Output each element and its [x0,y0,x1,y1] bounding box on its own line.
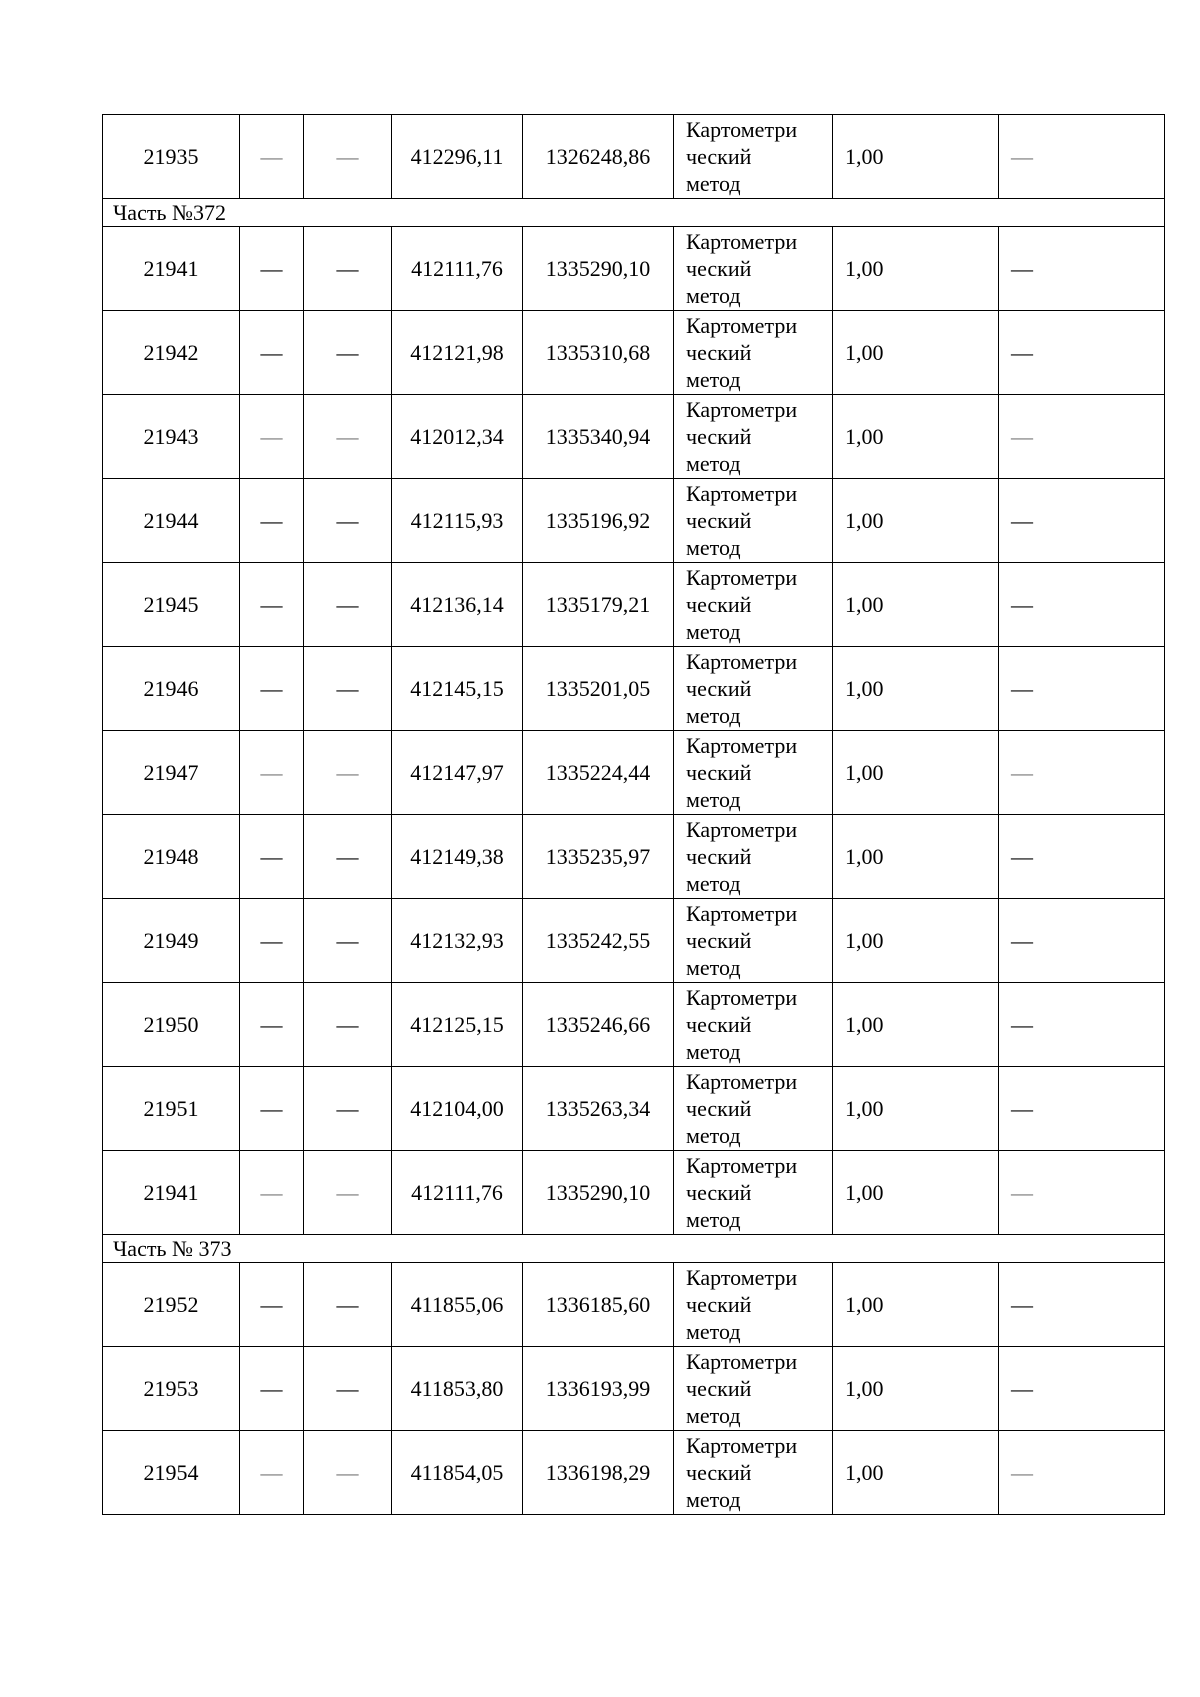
old-x-cell: — [240,1263,304,1347]
y-coordinate-cell: 1335201,05 [523,647,674,731]
old-x-cell: — [240,227,304,311]
accuracy-cell: 1,00 [833,815,999,899]
method-cell: Картометри ческий метод [674,115,833,199]
accuracy-cell: 1,00 [833,983,999,1067]
description-cell: — [999,1431,1165,1515]
old-y-cell: — [304,1151,392,1235]
y-coordinate-cell: 1336185,60 [523,1263,674,1347]
old-x-cell: — [240,815,304,899]
table-row [103,115,1165,199]
method-cell: Картометри ческий метод [674,563,833,647]
section-title: Часть № 373 [103,1235,1165,1263]
method-cell: Картометри ческий метод [674,815,833,899]
table-row [103,1347,1165,1431]
accuracy-cell: 1,00 [833,115,999,199]
old-x-cell: — [240,731,304,815]
old-y-cell: — [304,815,392,899]
table-row [103,311,1165,395]
table-row [103,983,1165,1067]
accuracy-cell: 1,00 [833,479,999,563]
old-y-cell: — [304,227,392,311]
x-coordinate-cell: 412149,38 [392,815,523,899]
method-cell: Картометри ческий метод [674,479,833,563]
old-x-cell: — [240,395,304,479]
x-coordinate-cell: 412104,00 [392,1067,523,1151]
description-cell: — [999,1151,1165,1235]
x-coordinate-cell: 411853,80 [392,1347,523,1431]
description-cell: — [999,395,1165,479]
y-coordinate-cell: 1335340,94 [523,395,674,479]
description-cell: — [999,647,1165,731]
y-coordinate-cell: 1336193,99 [523,1347,674,1431]
description-cell: — [999,479,1165,563]
table-body [103,115,1165,1515]
old-y-cell: — [304,1263,392,1347]
x-coordinate-cell: 412121,98 [392,311,523,395]
point-number-cell: 21949 [103,899,240,983]
x-coordinate-cell: 412115,93 [392,479,523,563]
old-y-cell: — [304,479,392,563]
accuracy-cell: 1,00 [833,1067,999,1151]
point-number-cell: 21952 [103,1263,240,1347]
method-cell: Картометри ческий метод [674,227,833,311]
method-cell: Картометри ческий метод [674,647,833,731]
description-cell: — [999,731,1165,815]
section-header-row [103,1235,1165,1263]
y-coordinate-cell: 1326248,86 [523,115,674,199]
x-coordinate-cell: 412136,14 [392,563,523,647]
old-y-cell: — [304,563,392,647]
old-x-cell: — [240,563,304,647]
old-x-cell: — [240,1347,304,1431]
old-x-cell: — [240,1151,304,1235]
method-cell: Картометри ческий метод [674,1347,833,1431]
old-y-cell: — [304,115,392,199]
accuracy-cell: 1,00 [833,647,999,731]
description-cell: — [999,227,1165,311]
accuracy-cell: 1,00 [833,311,999,395]
table-row [103,731,1165,815]
point-number-cell: 21946 [103,647,240,731]
point-number-cell: 21941 [103,227,240,311]
point-number-cell: 21950 [103,983,240,1067]
point-number-cell: 21951 [103,1067,240,1151]
description-cell: — [999,1263,1165,1347]
x-coordinate-cell: 412012,34 [392,395,523,479]
x-coordinate-cell: 412125,15 [392,983,523,1067]
old-y-cell: — [304,1347,392,1431]
y-coordinate-cell: 1335196,92 [523,479,674,563]
accuracy-cell: 1,00 [833,899,999,983]
description-cell: — [999,1067,1165,1151]
table-row [103,563,1165,647]
y-coordinate-cell: 1335290,10 [523,227,674,311]
method-cell: Картометри ческий метод [674,395,833,479]
old-y-cell: — [304,983,392,1067]
description-cell: — [999,1347,1165,1431]
table-row [103,1263,1165,1347]
old-y-cell: — [304,395,392,479]
old-y-cell: — [304,1067,392,1151]
old-y-cell: — [304,899,392,983]
method-cell: Картометри ческий метод [674,983,833,1067]
old-x-cell: — [240,115,304,199]
table-row [103,899,1165,983]
y-coordinate-cell: 1335242,55 [523,899,674,983]
y-coordinate-cell: 1335263,34 [523,1067,674,1151]
x-coordinate-cell: 412132,93 [392,899,523,983]
section-header-row [103,199,1165,227]
x-coordinate-cell: 412111,76 [392,227,523,311]
coordinates-table [102,114,1165,1515]
y-coordinate-cell: 1335310,68 [523,311,674,395]
accuracy-cell: 1,00 [833,1263,999,1347]
table-row [103,1431,1165,1515]
point-number-cell: 21947 [103,731,240,815]
table-row [103,815,1165,899]
old-x-cell: — [240,899,304,983]
old-x-cell: — [240,983,304,1067]
x-coordinate-cell: 412145,15 [392,647,523,731]
accuracy-cell: 1,00 [833,395,999,479]
description-cell: — [999,563,1165,647]
table-row [103,1067,1165,1151]
point-number-cell: 21935 [103,115,240,199]
table-row [103,479,1165,563]
accuracy-cell: 1,00 [833,1347,999,1431]
method-cell: Картометри ческий метод [674,1151,833,1235]
accuracy-cell: 1,00 [833,563,999,647]
description-cell: — [999,983,1165,1067]
x-coordinate-cell: 411855,06 [392,1263,523,1347]
old-x-cell: — [240,311,304,395]
point-number-cell: 21954 [103,1431,240,1515]
table-row [103,647,1165,731]
old-x-cell: — [240,1431,304,1515]
description-cell: — [999,815,1165,899]
method-cell: Картометри ческий метод [674,731,833,815]
y-coordinate-cell: 1335235,97 [523,815,674,899]
x-coordinate-cell: 412296,11 [392,115,523,199]
old-x-cell: — [240,479,304,563]
section-title: Часть №372 [103,199,1165,227]
point-number-cell: 21948 [103,815,240,899]
x-coordinate-cell: 412111,76 [392,1151,523,1235]
table-row [103,395,1165,479]
accuracy-cell: 1,00 [833,1431,999,1515]
description-cell: — [999,115,1165,199]
point-number-cell: 21942 [103,311,240,395]
y-coordinate-cell: 1336198,29 [523,1431,674,1515]
accuracy-cell: 1,00 [833,1151,999,1235]
accuracy-cell: 1,00 [833,731,999,815]
method-cell: Картометри ческий метод [674,899,833,983]
point-number-cell: 21944 [103,479,240,563]
old-x-cell: — [240,1067,304,1151]
point-number-cell: 21953 [103,1347,240,1431]
table-row [103,1151,1165,1235]
method-cell: Картометри ческий метод [674,1067,833,1151]
old-y-cell: — [304,311,392,395]
y-coordinate-cell: 1335179,21 [523,563,674,647]
point-number-cell: 21945 [103,563,240,647]
y-coordinate-cell: 1335246,66 [523,983,674,1067]
old-x-cell: — [240,647,304,731]
accuracy-cell: 1,00 [833,227,999,311]
point-number-cell: 21941 [103,1151,240,1235]
old-y-cell: — [304,731,392,815]
table-row [103,227,1165,311]
method-cell: Картометри ческий метод [674,1263,833,1347]
method-cell: Картометри ческий метод [674,1431,833,1515]
old-y-cell: — [304,647,392,731]
method-cell: Картометри ческий метод [674,311,833,395]
description-cell: — [999,311,1165,395]
description-cell: — [999,899,1165,983]
x-coordinate-cell: 411854,05 [392,1431,523,1515]
x-coordinate-cell: 412147,97 [392,731,523,815]
old-y-cell: — [304,1431,392,1515]
y-coordinate-cell: 1335224,44 [523,731,674,815]
point-number-cell: 21943 [103,395,240,479]
y-coordinate-cell: 1335290,10 [523,1151,674,1235]
